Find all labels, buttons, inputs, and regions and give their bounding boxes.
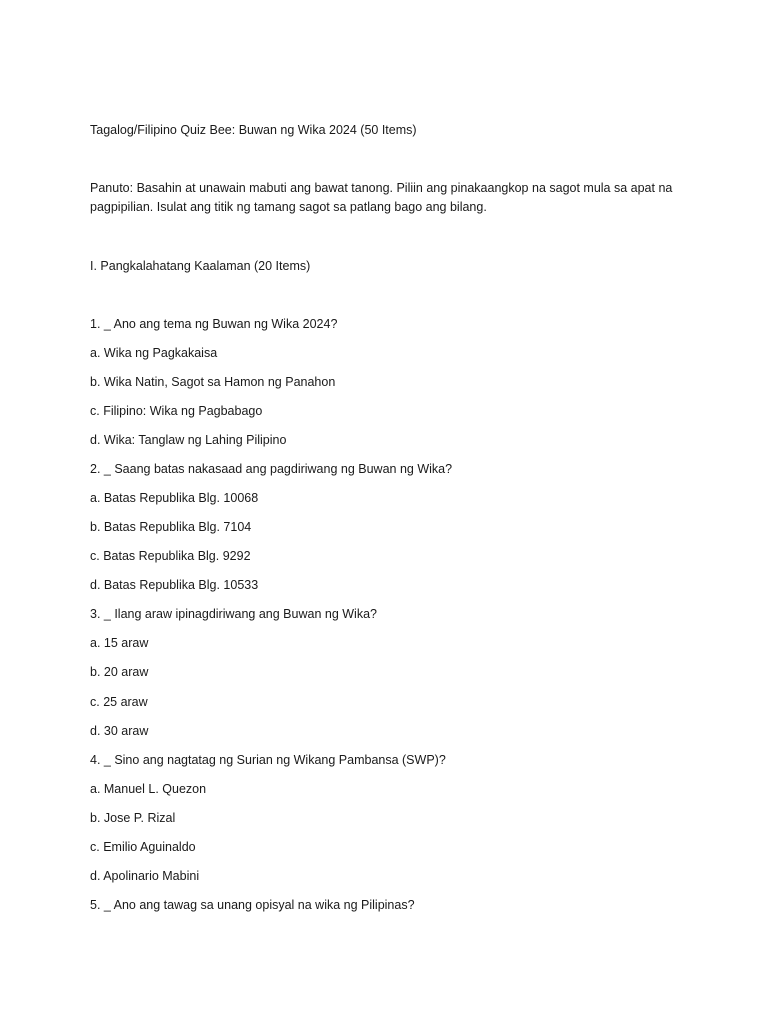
section-heading: I. Pangkalahatang Kaalaman (20 Items) [90,259,311,273]
q2-choice-b: b. Batas Republika Blg. 7104 [90,520,252,534]
question-3: 3. _ Ilang araw ipinagdiriwang ang Buwan ng Wika? [90,607,377,621]
question-1: 1. _ Ano ang tema ng Buwan ng Wika 2024? [90,317,338,331]
q3-choice-c: c. 25 araw [90,695,148,709]
q1-choice-a: a. Wika ng Pagkakaisa [90,346,218,360]
q3-choice-a: a. 15 araw [90,636,149,650]
q2-choice-d: d. Batas Republika Blg. 10533 [90,578,259,592]
q1-choice-c: c. Filipino: Wika ng Pagbabago [90,404,263,418]
question-5: 5. _ Ano ang tawag sa unang opisyal na wika ng Pilipinas? [90,898,415,912]
q3-choice-b: b. 20 araw [90,665,149,679]
q4-choice-d: d. Apolinario Mabini [90,869,200,883]
q4-choice-a: a. Manuel L. Quezon [90,782,207,796]
q2-choice-a: a. Batas Republika Blg. 10068 [90,491,259,505]
q4-choice-c: c. Emilio Aguinaldo [90,840,196,854]
q3-choice-d: d. 30 araw [90,724,149,738]
q1-choice-d: d. Wika: Tanglaw ng Lahing Pilipino [90,433,287,447]
document-title: Tagalog/Filipino Quiz Bee: Buwan ng Wika 2024 (50 Items) [90,123,417,137]
q2-choice-c: c. Batas Republika Blg. 9292 [90,549,251,563]
q1-choice-b: b. Wika Natin, Sagot sa Hamon ng Panahon [90,375,336,389]
question-2: 2. _ Saang batas nakasaad ang pagdiriwang ng Buwan ng Wika? [90,462,453,476]
instructions-paragraph: Panuto: Basahin at unawain mabuti ang bawat tanong. Piliin ang pinakaangkop na sagot mula sa apat na pagpipilian. Isulat ang titik ng tamang sagot sa patlang bago ang bilang. [90,181,673,214]
question-4: 4. _ Sino ang nagtatag ng Surian ng Wikang Pambansa (SWP)? [90,753,446,767]
q4-choice-b: b. Jose P. Rizal [90,811,176,825]
